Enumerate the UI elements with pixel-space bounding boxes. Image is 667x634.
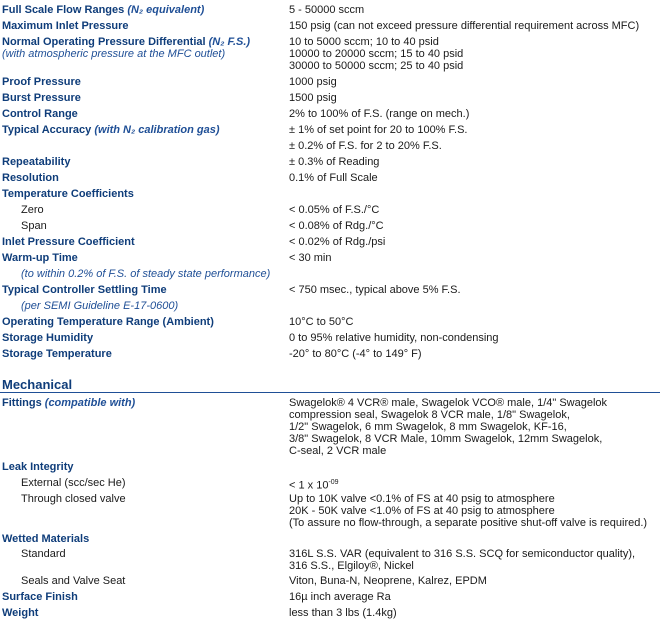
spec-value: 5 - 50000 sccm <box>289 4 365 16</box>
spec-value: -20° to 80°C (-4° to 149° F) <box>289 348 422 360</box>
spec-value-line: 3/8" Swagelok, 8 VCR Male, 10mm Swagelok, 12mm Swagelok, <box>289 433 603 445</box>
spec-value-line: C-seal, 2 VCR male <box>289 445 387 457</box>
spec-value: 1000 psig <box>289 76 337 88</box>
spec-label: Weight <box>2 607 39 619</box>
spec-label: Temperature Coefficients <box>2 188 134 200</box>
spec-value: 0.1% of Full Scale <box>289 172 378 184</box>
spec-label: Surface Finish <box>2 591 78 603</box>
spec-value: Viton, Buna-N, Neoprene, Kalrez, EPDM <box>289 575 487 587</box>
spec-note: (to within 0.2% of F.S. of steady state performance) <box>21 268 271 280</box>
spec-value: < 0.05% of F.S./°C <box>289 204 380 216</box>
spec-sublabel: Zero <box>21 204 44 216</box>
spec-label: Normal Operating Pressure Differential (N₂ F.S.) <box>2 36 251 48</box>
spec-sublabel: Seals and Valve Seat <box>21 575 126 587</box>
spec-label: Storage Temperature <box>2 348 112 360</box>
spec-value: 10°C to 50°C <box>289 316 354 328</box>
spec-label: Inlet Pressure Coefficient <box>2 236 135 248</box>
spec-label: Proof Pressure <box>2 76 81 88</box>
spec-value-line: 10000 to 20000 sccm; 15 to 40 psid <box>289 48 464 60</box>
spec-sublabel: Span <box>21 220 47 232</box>
spec-value-line: 10 to 5000 sccm; 10 to 40 psid <box>289 36 439 48</box>
spec-label: Typical Accuracy (with N₂ calibration gas) <box>2 124 220 136</box>
spec-sublabel: Through closed valve <box>21 493 126 505</box>
spec-label: Control Range <box>2 108 78 120</box>
spec-value: 0 to 95% relative humidity, non-condensing <box>289 332 499 344</box>
spec-label: Repeatability <box>2 156 71 168</box>
spec-value-line: ± 0.2% of F.S. for 2 to 20% F.S. <box>289 140 442 152</box>
spec-label: Full Scale Flow Ranges (N₂ equivalent) <box>2 4 205 16</box>
spec-value-line: 30000 to 50000 sccm; 25 to 40 psid <box>289 60 464 72</box>
spec-value: < 0.08% of Rdg./°C <box>289 220 384 232</box>
spec-value-line: Swagelok® 4 VCR® male, Swagelok VCO® male, 1/4" Swagelok <box>289 397 608 409</box>
spec-value: 150 psig (can not exceed pressure differential requirement across MFC) <box>289 20 640 32</box>
spec-value-line: ± 1% of set point for 20 to 100% F.S. <box>289 124 468 136</box>
spec-value-line: 20K - 50K valve <1.0% of FS at 40 psig to atmosphere <box>289 505 555 517</box>
spec-label: Wetted Materials <box>2 533 90 545</box>
spec-label: Resolution <box>2 172 59 184</box>
spec-value: 2% to 100% of F.S. (range on mech.) <box>289 108 470 120</box>
spec-label: Fittings (compatible with) <box>2 397 136 409</box>
spec-value-line: (To assure no flow-through, a separate positive shut-off valve is required.) <box>289 517 648 529</box>
spec-value: < 1 x $10^{-09}$ <box>289 479 339 492</box>
spec-value: 1500 psig <box>289 92 337 104</box>
spec-value-line: 316 S.S., Elgiloy®, Nickel <box>289 560 414 572</box>
spec-label-note: (with atmospheric pressure at the MFC outlet) <box>2 48 226 60</box>
spec-label: Warm-up Time <box>2 252 78 264</box>
spec-sublabel: External (scc/sec He) <box>21 477 126 489</box>
spec-value-line: compression seal, Swagelok 8 VCR male, 1/8" Swagelok, <box>289 409 570 421</box>
spec-label: Maximum Inlet Pressure <box>2 20 129 32</box>
spec-value-line: Up to 10K valve <0.1% of FS at 40 psig to atmosphere <box>289 493 555 505</box>
spec-value: < 750 msec., typical above 5% F.S. <box>289 284 461 296</box>
spec-label: Storage Humidity <box>2 332 94 344</box>
section-title-mechanical: Mechanical <box>2 377 73 392</box>
spec-value: less than 3 lbs (1.4kg) <box>289 607 397 619</box>
spec-value: 16µ inch average Ra <box>289 591 391 603</box>
spec-value-line: 1/2" Swagelok, 6 mm Swagelok, 8 mm Swagelok, KF-16, <box>289 421 567 433</box>
spec-label: Typical Controller Settling Time <box>2 284 167 296</box>
spec-label: Operating Temperature Range (Ambient) <box>2 316 214 328</box>
section-divider <box>0 392 660 393</box>
spec-value: < 30 min <box>289 252 332 264</box>
spec-value: < 0.02% of Rdg./psi <box>289 236 386 248</box>
spec-sublabel: Standard <box>21 548 66 560</box>
spec-label: Leak Integrity <box>2 461 74 473</box>
spec-note: (per SEMI Guideline E-17-0600) <box>21 300 179 312</box>
spec-value: ± 0.3% of Reading <box>289 156 380 168</box>
spec-value-line: 316L S.S. VAR (equivalent to 316 S.S. SCQ for semiconductor quality), <box>289 548 636 560</box>
spec-label: Burst Pressure <box>2 92 81 104</box>
